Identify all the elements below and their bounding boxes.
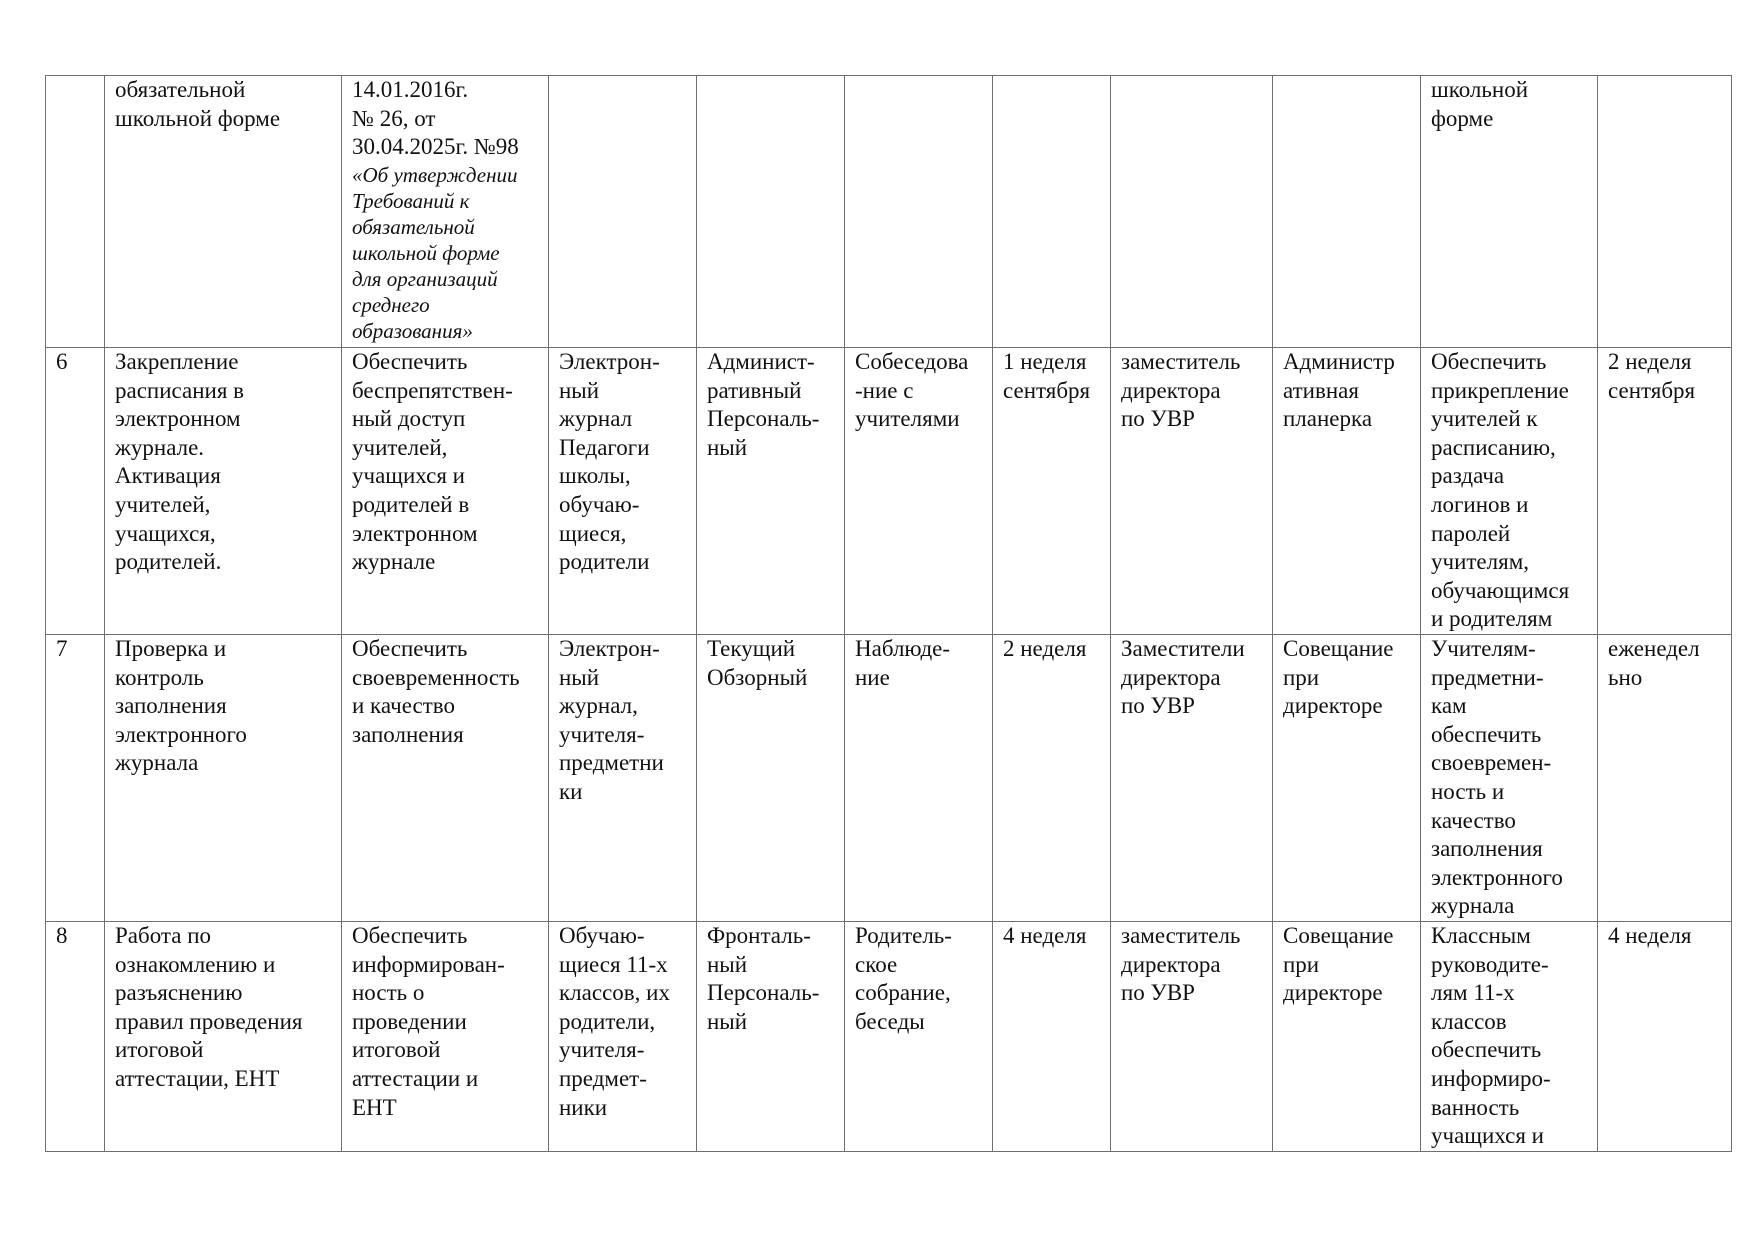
table-row <box>46 922 1732 1152</box>
topic-cell: Проверка и контроль заполнения электронного журнала <box>105 635 342 922</box>
type-cell: Фронталь- ный Персональ- ный <box>697 922 845 1152</box>
responsible-cell <box>1111 76 1273 348</box>
topic-cell: Работа по ознакомлению и разъяснению правил проведения итоговой аттестации, ЕНТ <box>105 922 342 1152</box>
type-cell <box>697 76 845 348</box>
where-cell: Администр ативная планерка <box>1273 348 1421 635</box>
method-cell: Собеседова -ние с учителями <box>845 348 993 635</box>
method-cell: Родитель- ское собрание, беседы <box>845 922 993 1152</box>
where-cell: Совещание при директоре <box>1273 635 1421 922</box>
object-cell <box>549 76 697 348</box>
deadline-cell: 2 неделя сентября <box>1598 348 1732 635</box>
decision-cell: Классным руководите- лям 11-х классов обеспечить информиро- ванность учащихся и <box>1421 922 1598 1152</box>
goal-text: 14.01.2016г. № 26, от 30.04.2025г. №98 <box>352 77 519 160</box>
row-number-cell <box>46 76 105 348</box>
type-cell: Админист- ративный Персональ- ный <box>697 348 845 635</box>
deadline-cell <box>1598 76 1732 348</box>
responsible-cell: заместитель директора по УВР <box>1111 348 1273 635</box>
object-cell: Электрон- ный журнал, учителя- предметни ки <box>549 635 697 922</box>
table-row <box>46 635 1732 922</box>
period-cell <box>993 76 1111 348</box>
goal-cell: Обеспечить своевременность и качество заполнения <box>342 635 549 922</box>
responsible-cell: заместитель директора по УВР <box>1111 922 1273 1152</box>
control-plan-table <box>45 75 1732 1152</box>
responsible-cell: Заместители директора по УВР <box>1111 635 1273 922</box>
goal-italic-text: «Об утверждении Требований к обязательной школьной форме для организаций среднего образования» <box>352 162 518 343</box>
decision-cell: Обеспечить прикрепление учителей к расписанию, раздача логинов и паролей учителям, обучающимся и родителям <box>1421 348 1598 635</box>
row-number-cell: 8 <box>46 922 105 1152</box>
row-number-cell: 7 <box>46 635 105 922</box>
goal-cell: Обеспечить беспрепятствен- ный доступ учителей, учащихся и родителей в электронном журнале <box>342 348 549 635</box>
table-row <box>46 348 1732 635</box>
deadline-cell: еженедел ьно <box>1598 635 1732 922</box>
method-cell: Наблюде- ние <box>845 635 993 922</box>
decision-cell: Учителям- предметни- кам обеспечить своевремен- ность и качество заполнения электронного журнала <box>1421 635 1598 922</box>
topic-cell: Закрепление расписания в электронном журнале. Активация учителей, учащихся, родителей. <box>105 348 342 635</box>
goal-cell: Обеспечить информирован- ность о проведении итоговой аттестации и ЕНТ <box>342 922 549 1152</box>
row-number-cell: 6 <box>46 348 105 635</box>
deadline-cell: 4 неделя <box>1598 922 1732 1152</box>
where-cell: Совещание при директоре <box>1273 922 1421 1152</box>
object-cell: Обучаю- щиеся 11-х классов, их родители, учителя- предмет- ники <box>549 922 697 1152</box>
where-cell <box>1273 76 1421 348</box>
period-cell: 2 неделя <box>993 635 1111 922</box>
period-cell: 1 неделя сентября <box>993 348 1111 635</box>
table-row <box>46 76 1732 348</box>
period-cell: 4 неделя <box>993 922 1111 1152</box>
type-cell: Текущий Обзорный <box>697 635 845 922</box>
goal-cell <box>342 76 549 348</box>
decision-cell: школьной форме <box>1421 76 1598 348</box>
method-cell <box>845 76 993 348</box>
object-cell: Электрон- ный журнал Педагоги школы, обучаю- щиеся, родители <box>549 348 697 635</box>
topic-cell: обязательной школьной форме <box>105 76 342 348</box>
